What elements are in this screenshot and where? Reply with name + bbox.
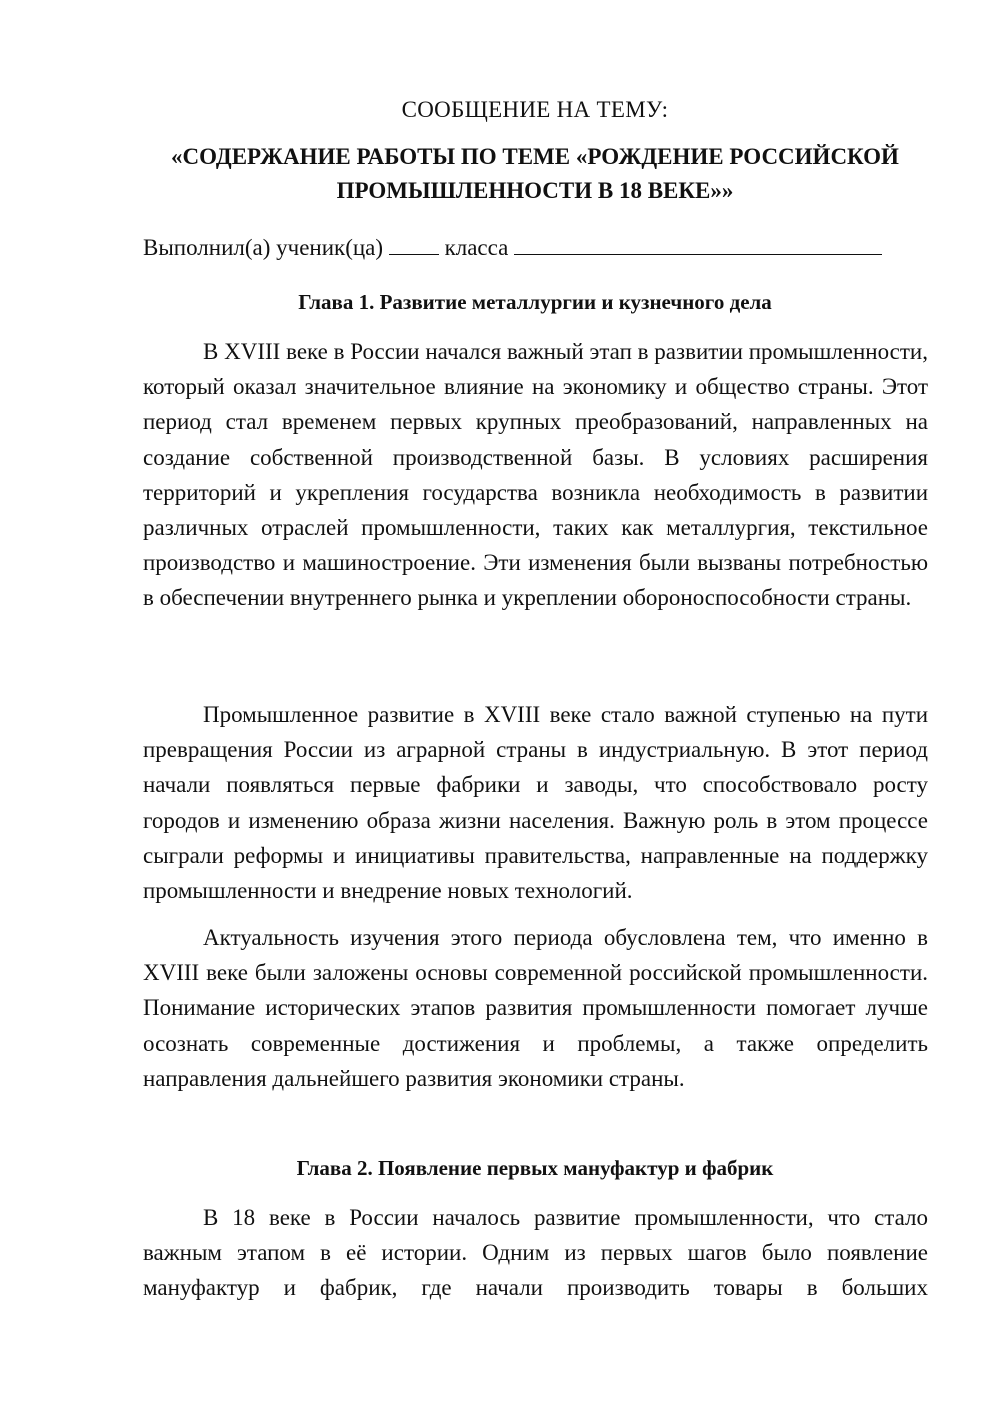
author-line bbox=[143, 230, 882, 265]
chapter-1-title: Глава 1. Развитие металлургии и кузнечного дела bbox=[298, 290, 772, 314]
document-header: СООБЩЕНИЕ НА ТЕМУ: bbox=[401, 97, 669, 122]
chapter-1-paragraph-2: Промышленное развитие в XVIII веке стало важной ступенью на пути превращения России из аграрной страны в индустриальную. В этот период начали появляться первые фабрики и заводы, что способствовало росту городов и изменению образа жизни населения. Важную роль в этом процессе сыграли реформы и инициативы правительства, направленные на поддержку промышленности и внедрение новых технологий. bbox=[143, 702, 928, 904]
chapter-2-title: Глава 2. Появление первых мануфактур и фабрик bbox=[296, 1156, 774, 1180]
author-prefix: Выполнил(а) ученик(ца) bbox=[143, 235, 384, 260]
chapter-1-paragraph-1: В XVIII веке в России начался важный этап в развитии промышленности, который оказал значительное влияние на экономику и общество страны. Этот период стал временем первых крупных преобразований, направленных на создание собственной производственной базы. В условиях расширения территорий и укрепления государства возникла необходимость в развитии различных отраслей промышленности, таких как металлургия, текстильное производство и машиностроение. Эти изменения были вызваны потребностью в обеспечении внутреннего рынка и укреплении обороноспособности страны. bbox=[143, 339, 928, 611]
class-label: класса bbox=[444, 235, 509, 260]
chapter-2-paragraph-1: В 18 веке в России началось развитие промышленности, что стало важным этапом в её истории. Одним из первых шагов было появление мануфактур и фабрик, где начали производить товары в больших bbox=[143, 1205, 928, 1301]
document-title: «СОДЕРЖАНИЕ РАБОТЫ ПО ТЕМЕ «РОЖДЕНИЕ РОССИЙСКОЙ ПРОМЫШЛЕННОСТИ В 18 ВЕКЕ»» bbox=[171, 144, 899, 203]
class-blank-field bbox=[389, 230, 439, 255]
chapter-1-paragraph-3: Актуальность изучения этого периода обусловлена тем, что именно в XVIII веке были заложены основы современной российской промышленности. Понимание исторических этапов развития промышленности помогает лучше осознать современные достижения и проблемы, а также определить направления дальнейшего развития экономики страны. bbox=[143, 925, 928, 1091]
student-name-blank-field bbox=[514, 230, 882, 255]
